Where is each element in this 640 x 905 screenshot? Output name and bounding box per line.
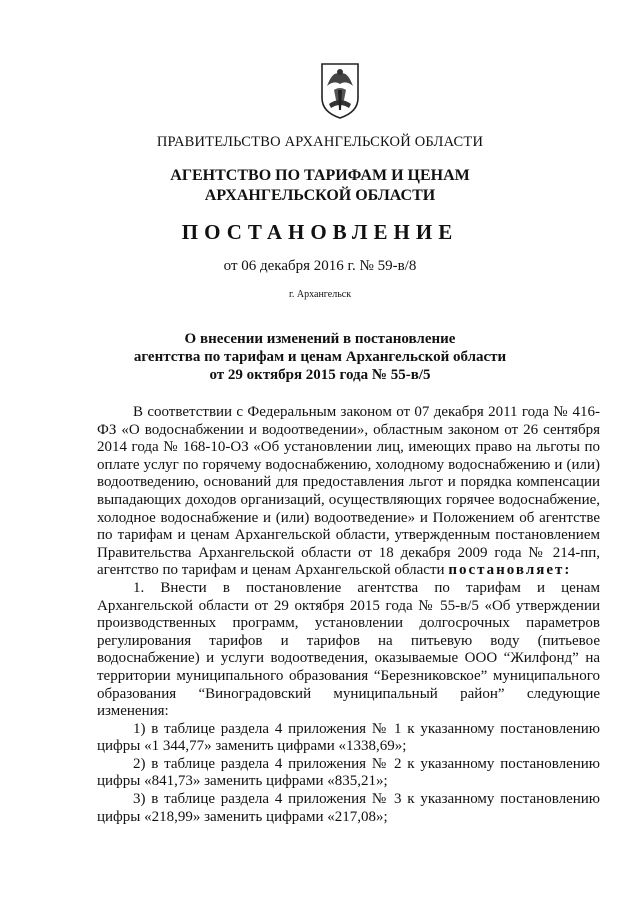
agency-name-line1: АГЕНТСТВО ПО ТАРИФАМ И ЦЕНАМ [170,167,470,184]
document-body [97,404,600,826]
agency-name-line2: АРХАНГЕЛЬСКОЙ ОБЛАСТИ [204,187,436,204]
decree-word: постановляет: [448,562,572,579]
preamble-text: В соответствии с Федеральным законом от 07 декабря 2011 года № 416-ФЗ «О водоснабжении и водоотведении», областным законом от 26 сентября 2014 года № 168-10-ОЗ «Об установлении лиц, имеющих право на льготы по оплате услуг по горячему водоснабжению, холодному водоснабжению и (или) водоотведению, оснований для предоставления льгот и порядка компенсации выпадающих доходов организаций, осуществляющих горячее водоснабжение, холодное водоснабжение и (или) водоотведение» и Положением об агентстве по тарифам и ценам Архангельской области, утвержденным постановлением Правительства Архангельской области от 18 декабря 2009 года № 214-пп, агентство по тарифам и ценам Архангельской области [97,404,600,579]
subject-line1: О внесении изменений в постановление [184,331,456,347]
subject-line2: агентства по тарифам и ценам Архангельской области [133,349,507,365]
government-name: ПРАВИТЕЛЬСТВО АРХАНГЕЛЬСКОЙ ОБЛАСТИ [156,134,484,150]
document-date-number: от 06 декабря 2016 г. № 59-в/8 [223,258,417,274]
item-1-paragraph: 1. Внести в постановление агентства по тарифам и ценам Архангельской области от 29 октября 2015 года № 55-в/5 «Об утверждении производственных программ, установлении долгосрочных параметров регулирования тарифов и тарифов на питьевую воду (питьевое водоснабжение) и услуги водоотведения, оказываемые ООО “Жилфонд” на территории муниципального образования “Березниковское” муниципального образования “Виноградовский муниципальный район” следующие изменения: [97,579,600,720]
preamble-paragraph [97,404,600,580]
subject-line3: от 29 октября 2015 года № 55-в/5 [209,367,431,383]
coat-of-arms-emblem [319,60,361,120]
document-city: г. Архангельск [288,289,352,300]
agency-name [0,166,640,206]
document-subject [0,330,640,384]
subitem-1-paragraph: 1) в таблице раздела 4 приложения № 1 к указанному постановлению цифры «1 344,77» заменить цифрами «1338,69»; [97,720,600,755]
subitem-2-paragraph: 2) в таблице раздела 4 приложения № 2 к указанному постановлению цифры «841,73» заменить цифрами «835,21»; [97,755,600,790]
subitem-3-paragraph: 3) в таблице раздела 4 приложения № 3 к указанному постановлению цифры «218,99» заменить цифрами «217,08»; [97,791,600,825]
document-type-title: ПОСТАНОВЛЕНИЕ [181,220,459,244]
